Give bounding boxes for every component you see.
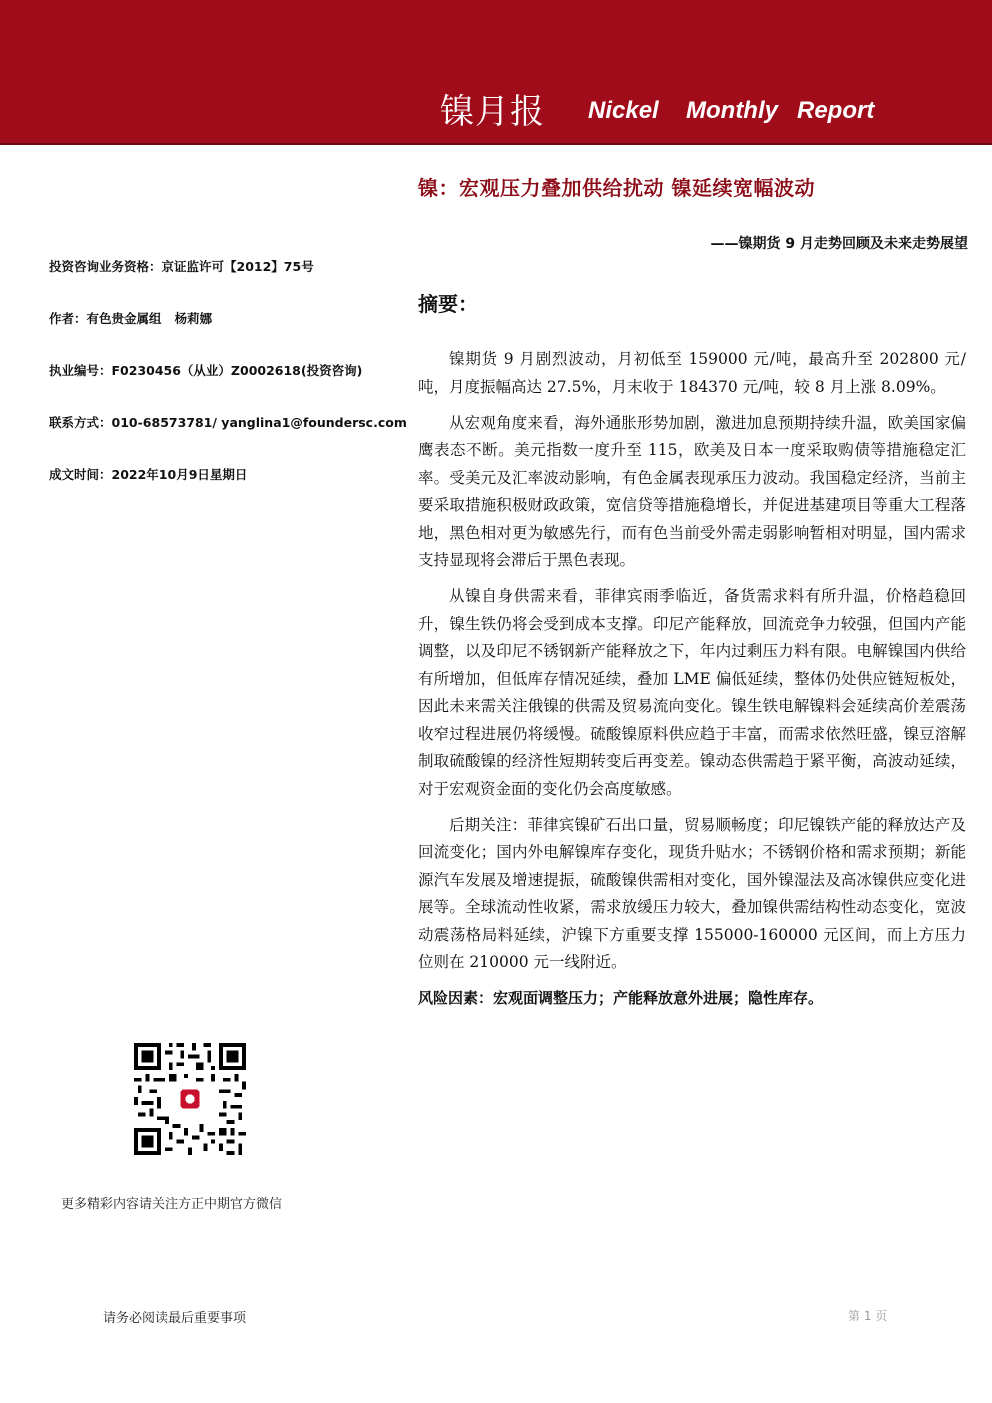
risk-factors: 风险因素：宏观面调整压力；产能释放意外进展；隐性库存。 xyxy=(418,989,824,1007)
summary-paragraph-4: 后期关注：菲律宾镍矿石出口量，贸易顺畅度；印尼镍铁产能的释放达产及回流变化；国内外电解镍库存变化，现货升贴水；不锈钢价格和需求预期；新能源汽车发展及增速提振，硫酸镍供需相对变化，国外镍湿法及高冰镍供应变化进展等。全球流动性收紧，需求放缓压力较大，叠加镍供需结构性动态变化，宽波动震荡格局料延续，沪镍下方重要支撑 155000-160000 元区间，而上方压力位则在 210000 元一线附近。 xyxy=(418,815,966,971)
info-row-author: 作者：有色贵金属组 杨莉娜 xyxy=(49,311,213,326)
info-row-date: 成文时间：2022年10月9日星期日 xyxy=(49,467,248,482)
info-row-license: 执业编号：F0230456（从业）Z0002618(投资咨询) xyxy=(49,363,363,378)
summary-body xyxy=(418,346,966,1021)
summary-paragraph-2: 从宏观角度来看，海外通胀形势加剧，激进加息预期持续升温，欧美国家偏鹰表态不断。美元指数一度升至 115，欧美及日本一度采取购债等措施稳定汇率。受美元及汇率波动影响，有色金属表现承压力波动。我国稳定经济，当前主要采取措施积极财政政策，宽信贷等措施稳增长，并促进基建项目等重大工程落地，黑色相对更为敏感先行，而有色当前受外需走弱影响暂相对明显，国内需求支持显现将会滞后于黑色表现。 xyxy=(418,413,966,569)
info-row-qualification: 投资咨询业务资格：京证监许可【2012】75号 xyxy=(49,259,314,274)
banner-title-en-monthly: Monthly xyxy=(686,97,778,124)
author-info xyxy=(49,258,409,518)
qr-caption: 更多精彩内容请关注方正中期官方微信 xyxy=(61,1197,283,1212)
banner-title-cn: 镍月报 xyxy=(440,92,545,132)
page-number: 第 1 页 xyxy=(848,1309,888,1323)
banner-title-en-nickel: Nickel xyxy=(588,97,659,124)
summary-paragraph-1: 镍期货 9 月剧烈波动，月初低至 159000 元/吨，最高升至 202800 元/吨，月度振幅高达 27.5%，月末收于 184370 元/吨，较 8 月上涨 8.09%。 xyxy=(418,350,966,396)
report-title: 镍：宏观压力叠加供给扰动 镍延续宽幅波动 xyxy=(418,176,815,200)
footer-disclaimer-note: 请务必阅读最后重要事项 xyxy=(103,1311,247,1326)
wechat-qr-code xyxy=(134,1043,246,1155)
header-divider xyxy=(0,143,992,145)
summary-heading: 摘要： xyxy=(418,292,478,316)
banner-title-en-report: Report xyxy=(797,97,875,124)
report-subtitle: ——镍期货 9 月走势回顾及未来走势展望 xyxy=(710,236,968,252)
info-row-contact: 联系方式：010-68573781/ yanglina1@foundersc.com xyxy=(49,415,407,430)
summary-paragraph-3: 从镍自身供需来看，菲律宾雨季临近，备货需求料有所升温，价格趋稳回升，镍生铁仍将会受到成本支撑。印尼产能释放，回流竞争力较强，但国内产能调整，以及印尼不锈钢新产能释放之下，年内过剩压力料有限。电解镍国内供给有所增加，但低库存情况延续，叠加 LME 偏低延续，整体仍处供应链短板处，因此未来需关注俄镍的供需及贸易流向变化。镍生铁电解镍料会延续高价差震荡收窄过程进展仍将缓慢。硫酸镍原料供应趋于丰富，而需求依然旺盛，镍豆溶解制取硫酸镍的经济性短期转变后再变差。镍动态供需趋于紧平衡，高波动延续，对于宏观资金面的变化仍会高度敏感。 xyxy=(418,587,966,798)
